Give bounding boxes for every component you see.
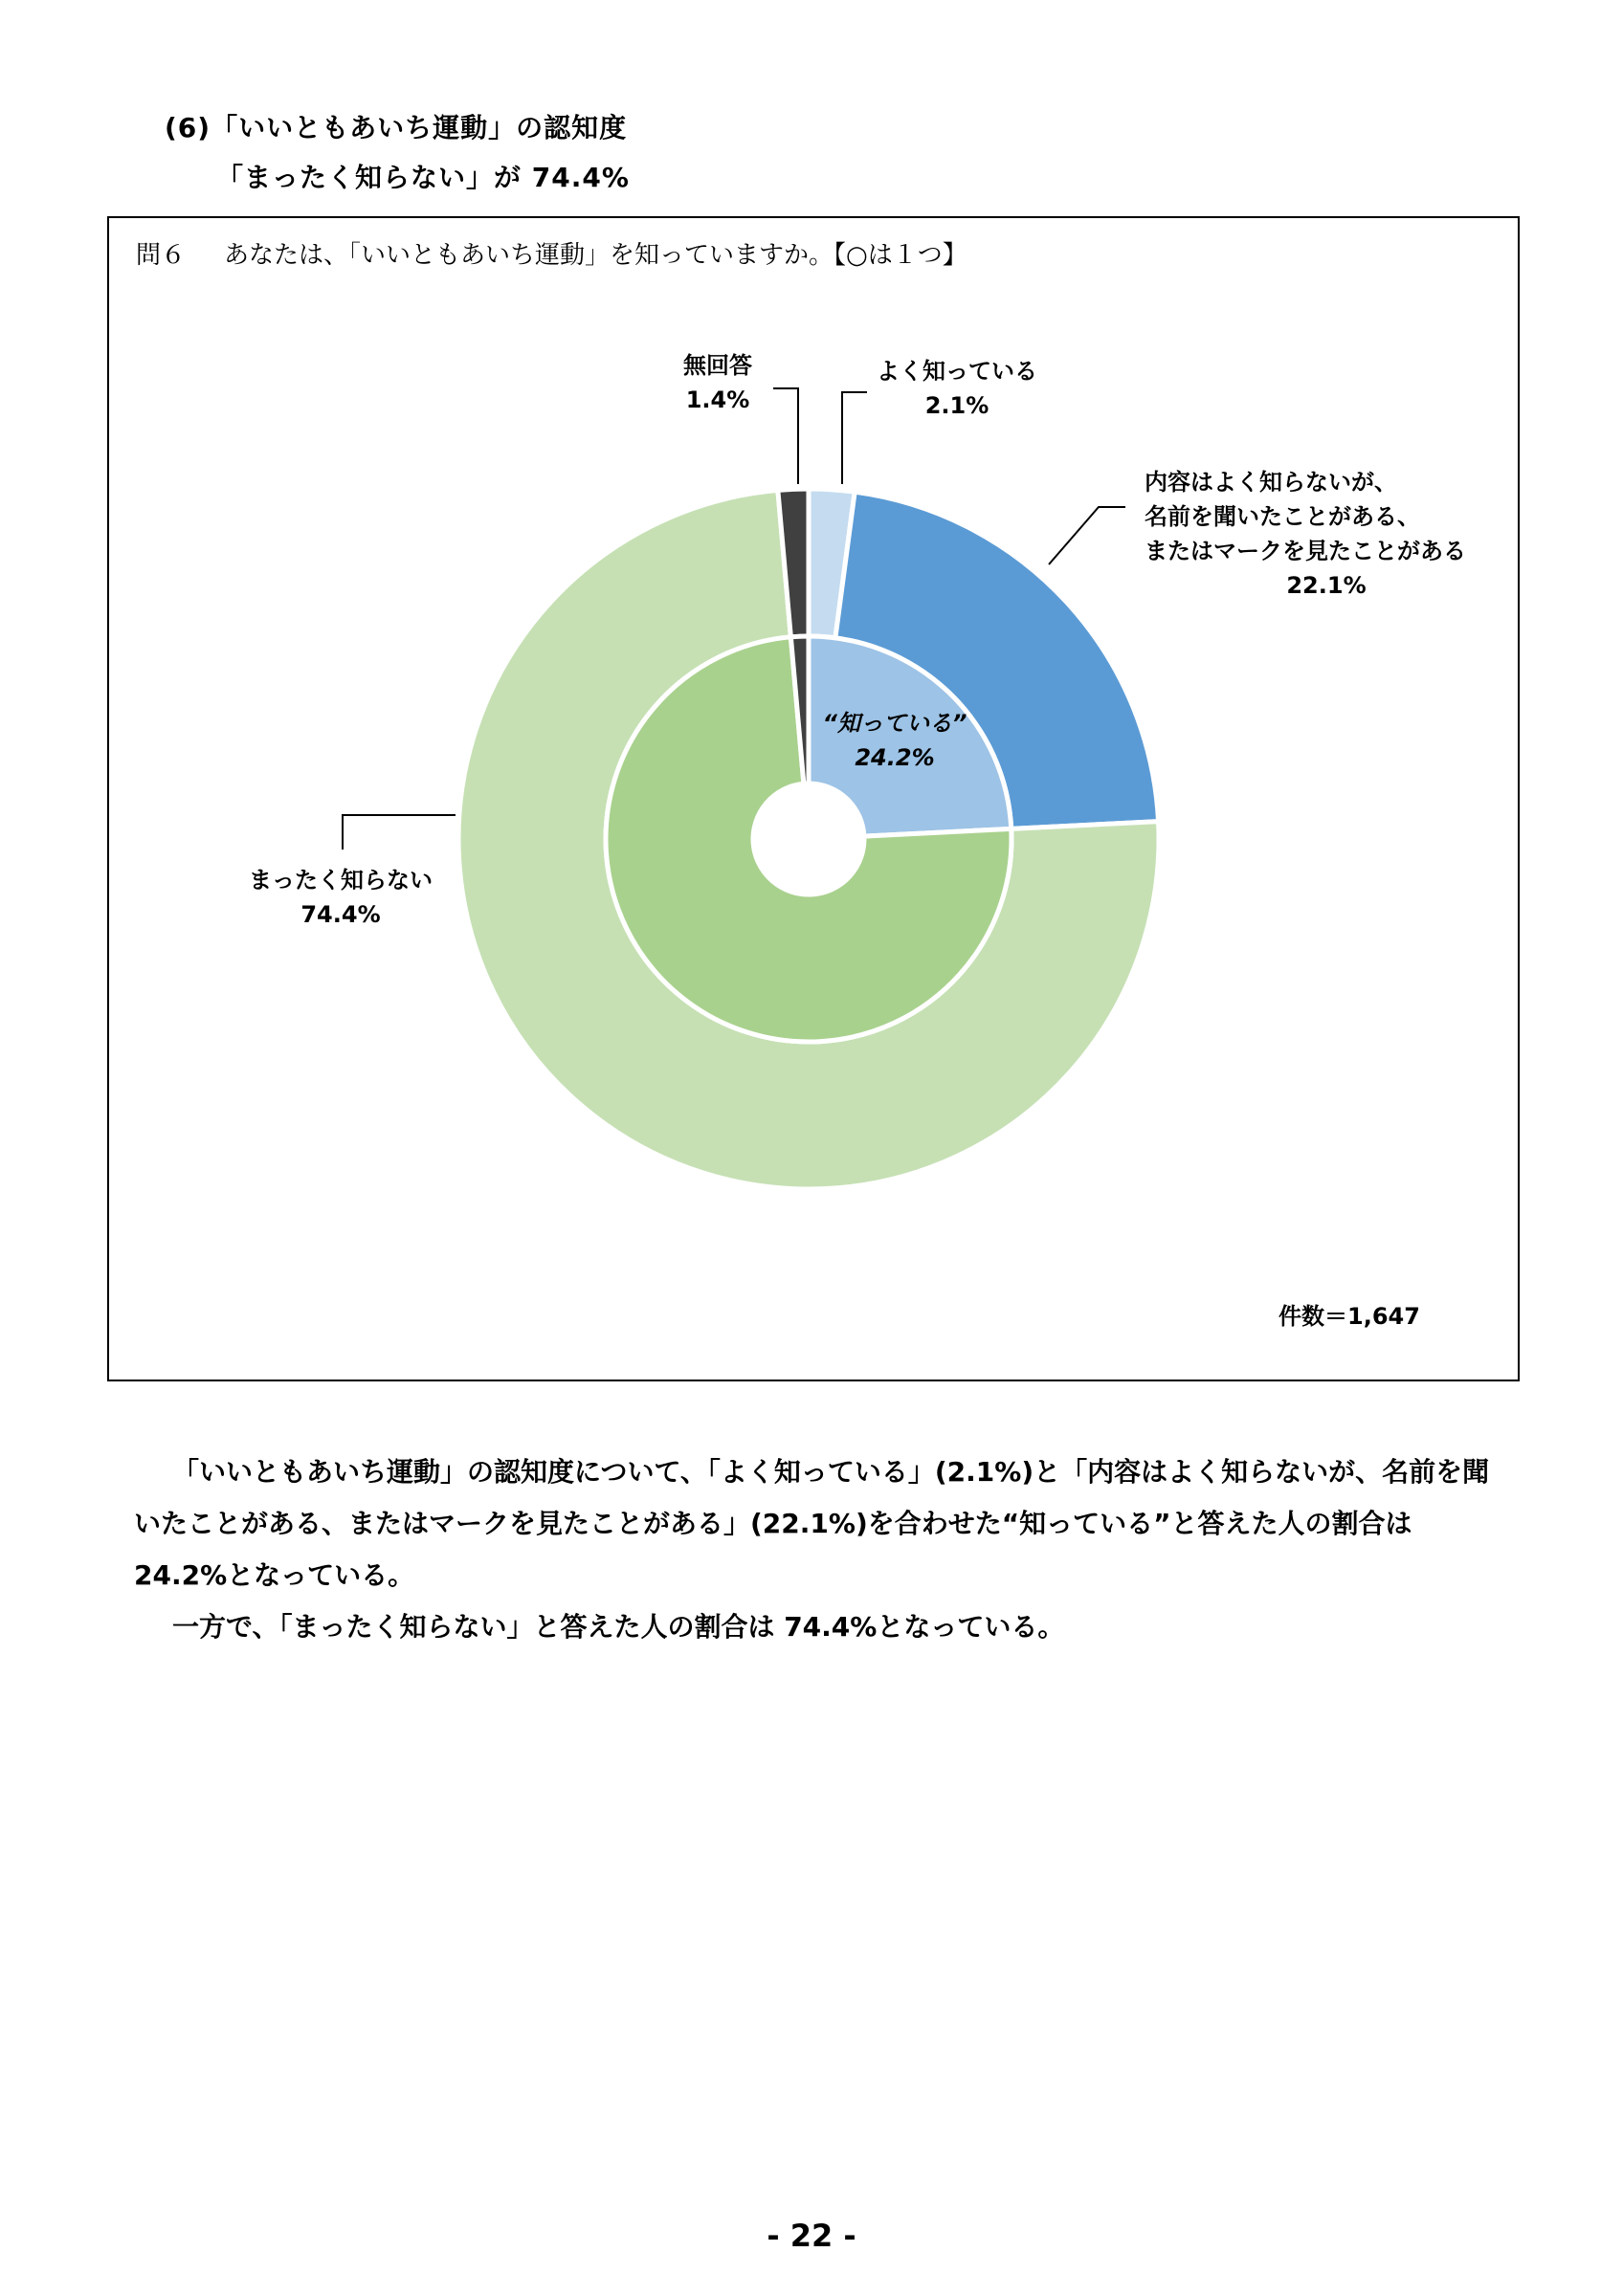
leader-not-know xyxy=(343,815,456,850)
label-heard xyxy=(1145,465,1508,603)
inner-ring xyxy=(606,636,1012,1042)
sample-count: 件数＝1,647 xyxy=(1278,1303,1420,1330)
page-number: - 22 - xyxy=(767,2218,856,2254)
body-paragraph-1: 「いいともあいち運動」の認知度について、「よく知っている」(2.1%)と「内容はよく知らないが、名前を聞いたことがある、またはマークを見たことがある」(22.1%)を合わせた“知っている”と答えた人の割合は 24.2%となっている。 xyxy=(134,1456,1490,1591)
question-number: 問６ xyxy=(136,241,187,270)
question-text: あなたは、「いいともあいち運動」を知っていますか。【○は１つ】 xyxy=(224,241,967,270)
label-heard-line2: 名前を聞いたことがある、 xyxy=(1145,503,1420,530)
label-know-well-name: よく知っている xyxy=(877,358,1037,385)
section-title: (6)「いいともあいち運動」の認知度 xyxy=(165,112,628,144)
label-heard-line3: またはマークを見たことがある xyxy=(1145,538,1466,564)
label-know-well xyxy=(871,354,1043,423)
leader-no-answer xyxy=(773,388,798,484)
section-subtitle: 「まったく知らない」が 74.4% xyxy=(216,162,630,193)
label-no-answer-name: 無回答 xyxy=(683,352,752,379)
label-not-know xyxy=(235,863,446,932)
label-heard-line1: 内容はよく知らないが、 xyxy=(1145,469,1397,496)
label-no-answer xyxy=(660,348,775,417)
label-heard-value: 22.1% xyxy=(1286,572,1367,599)
label-not-know-name: まったく知らない xyxy=(249,867,433,894)
leader-heard xyxy=(1049,507,1125,564)
leader-know-well xyxy=(842,392,867,484)
label-know-well-value: 2.1% xyxy=(924,392,989,419)
outer-ring xyxy=(458,489,1159,1189)
label-center-name: “知っている” xyxy=(822,710,967,737)
body-text xyxy=(134,1446,1493,1653)
label-center xyxy=(804,706,986,775)
label-not-know-value: 74.4% xyxy=(300,901,381,928)
label-center-value: 24.2% xyxy=(855,744,935,771)
body-paragraph-2: 一方で、「まったく知らない」と答えた人の割合は 74.4%となっている。 xyxy=(172,1611,1065,1643)
label-no-answer-value: 1.4% xyxy=(685,386,750,413)
